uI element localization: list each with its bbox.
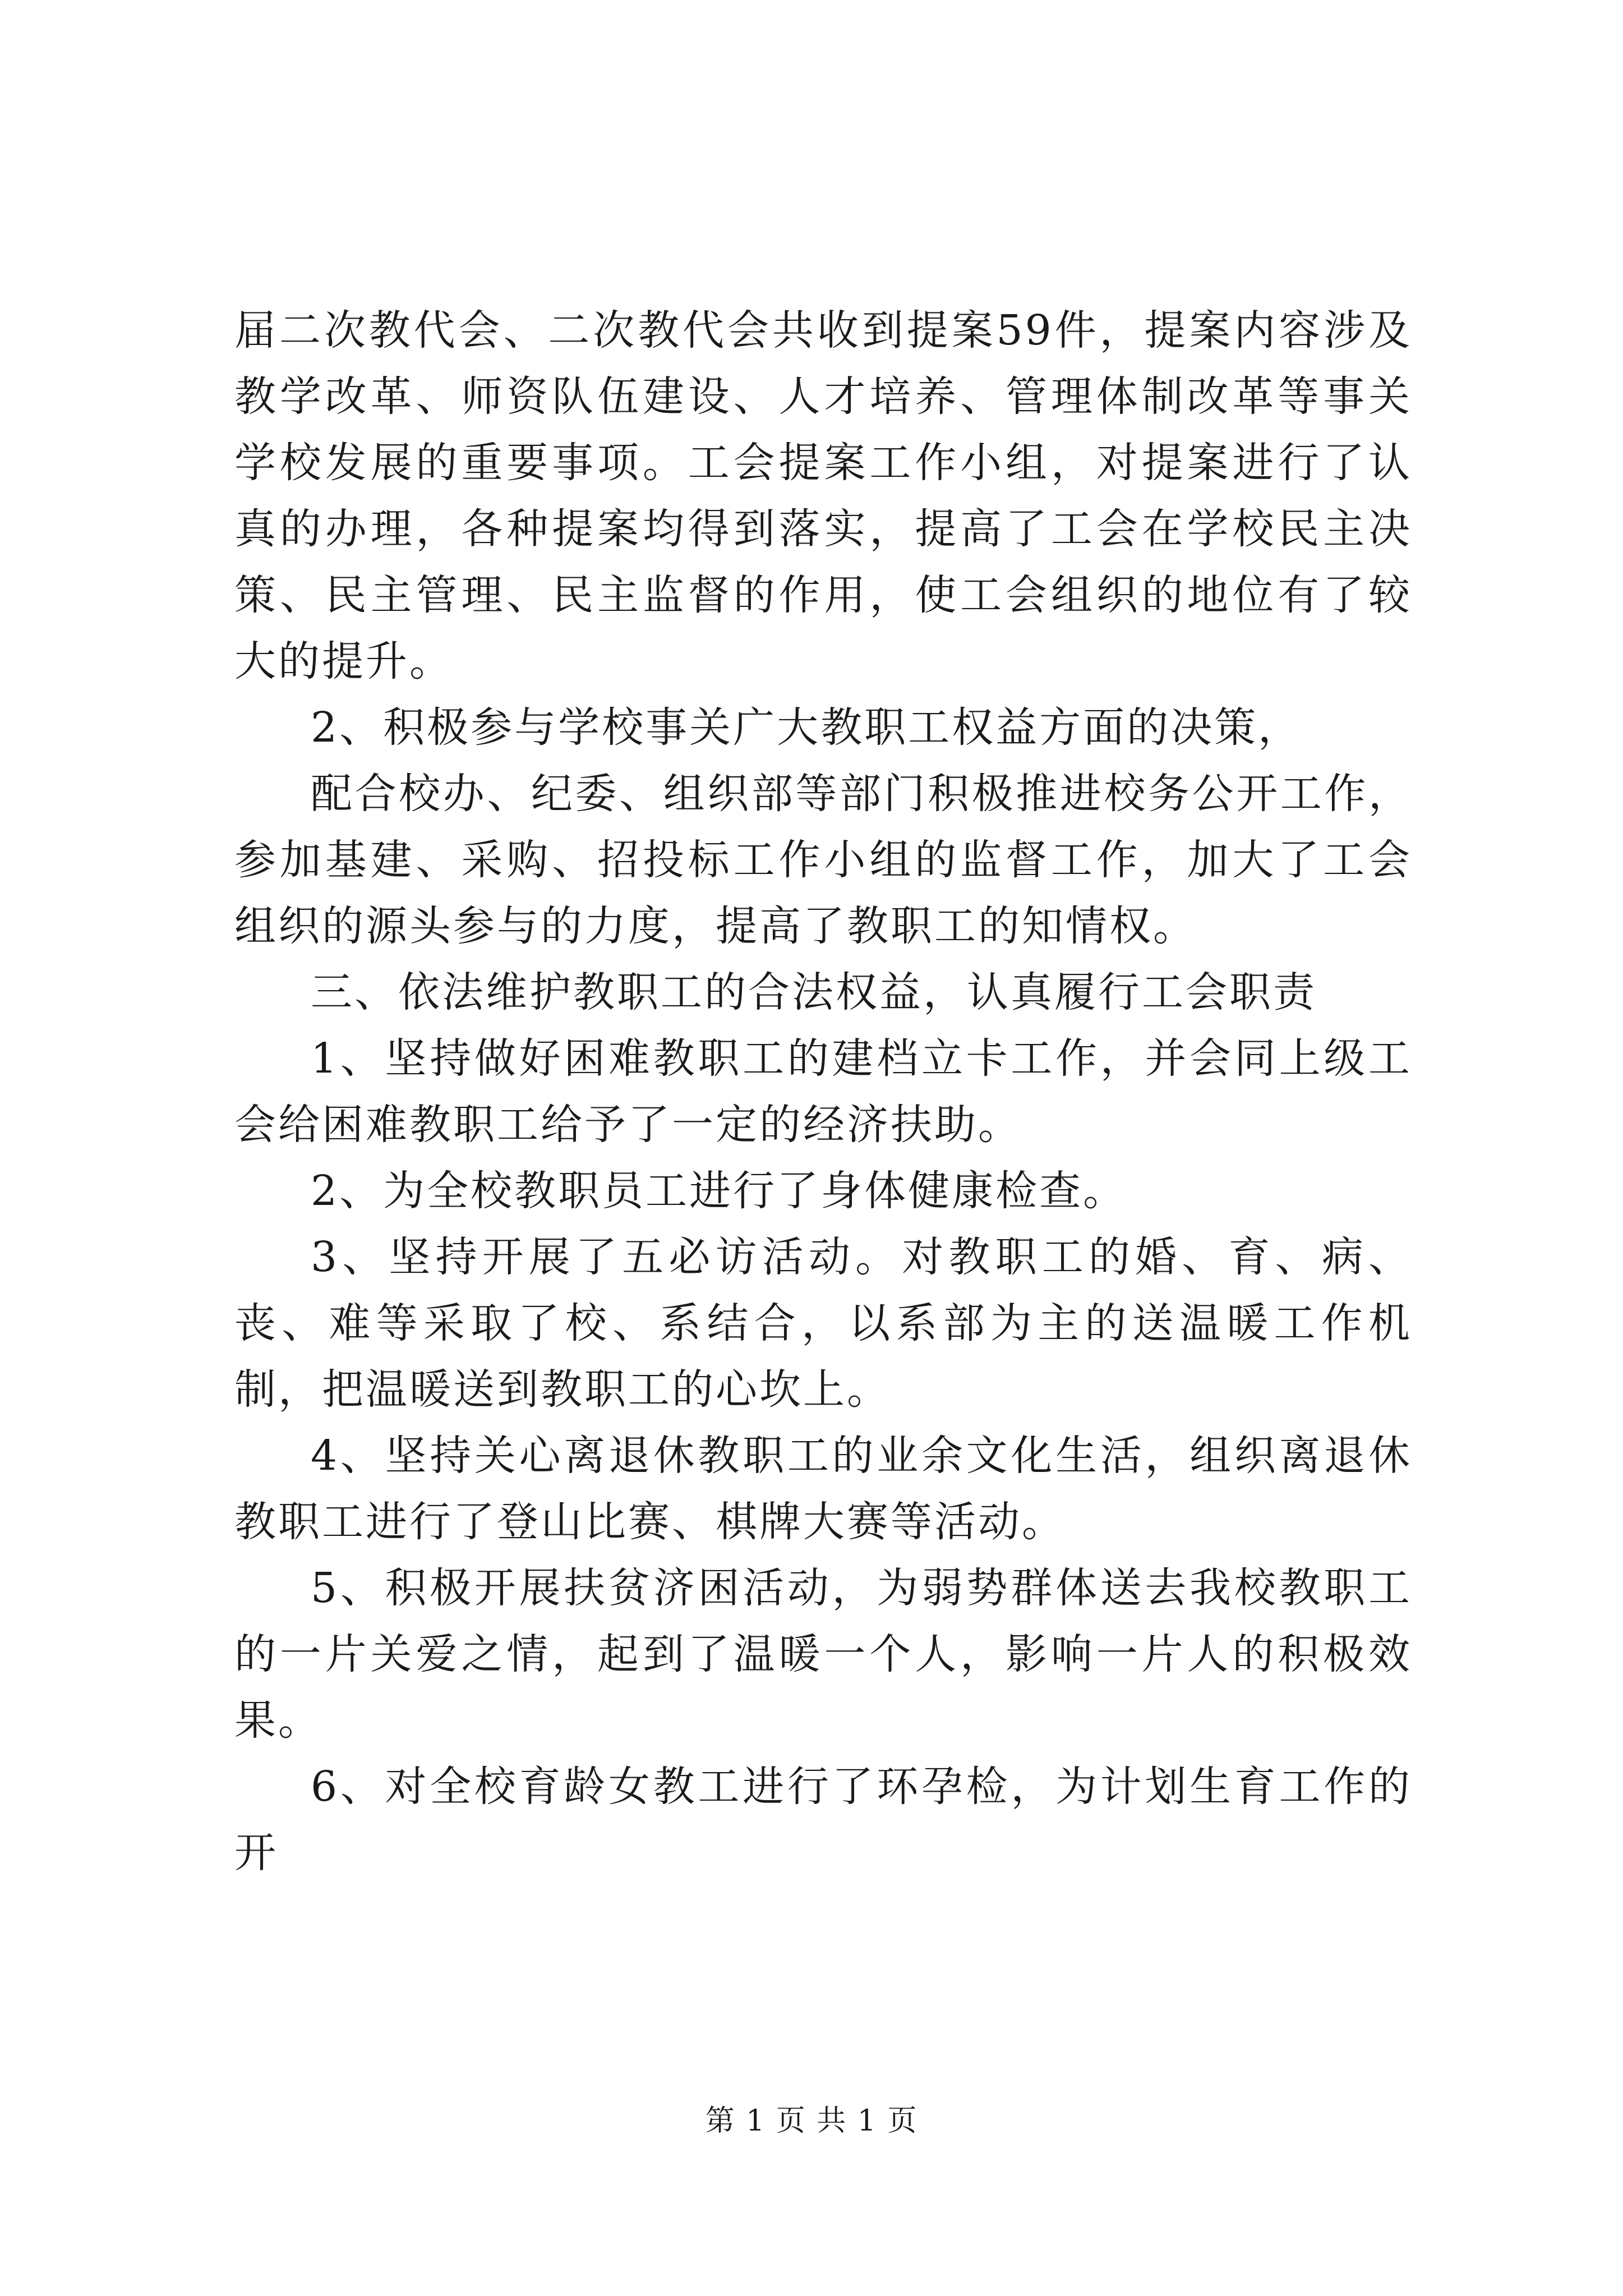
paragraph-item-5-poverty-relief: 5、积极开展扶贫济困活动，为弱势群体送去我校教职工的一片关爱之情，起到了温暖一个人，影响一片人的积极效果。: [234, 1564, 1412, 1745]
paragraph-item-3-visits: 3、坚持开展了五必访活动。对教职工的婚、育、病、丧、难等采取了校、系结合，以系部为主的送温暖工作机制，把温暖送到教职工的心坎上。: [234, 1233, 1412, 1414]
paragraph-item-1-assistance: 1、坚持做好困难教职工的建档立卡工作，并会同上级工会给困难教职工给予了一定的经济扶助。: [234, 1034, 1412, 1149]
document-body: [234, 297, 1412, 1886]
paragraph-school-affairs: 配合校办、纪委、组织部等部门积极推进校务公开工作，参加基建、采购、招投标工作小组的监督工作，加大了工会组织的源头参与的力度，提高了教职工的知情权。: [234, 770, 1412, 950]
paragraph-item-2-decisions: 2、积极参与学校事关广大教职工权益方面的决策，: [311, 703, 1302, 752]
paragraph-proposals: 届二次教代会、二次教代会共收到提案59件，提案内容涉及教学改革、师资队伍建设、人才培养、管理体制改革等事关学校发展的重要事项。工会提案工作小组，对提案进行了认真的办理，各种提案均得到落实，提高了工会在学校民主决策、民主管理、民主监督的作用，使工会组织的地位有了较大的提升。: [234, 306, 1412, 685]
paragraph-item-4-retirees: 4、坚持关心离退休教职工的业余文化生活，组织离退休教职工进行了登山比赛、棋牌大赛等活动。: [234, 1432, 1412, 1546]
page-footer: 第 1 页 共 1 页: [705, 2104, 918, 2138]
paragraph-item-6-checkup: 6、对全校育龄女教工进行了环孕检，为计划生育工作的开: [234, 1763, 1412, 1877]
paragraph-item-2-health-check: 2、为全校教职员工进行了身体健康检查。: [311, 1167, 1127, 1215]
section-heading-3: 三、依法维护教职工的合法权益，认真履行工会职责: [311, 968, 1317, 1016]
